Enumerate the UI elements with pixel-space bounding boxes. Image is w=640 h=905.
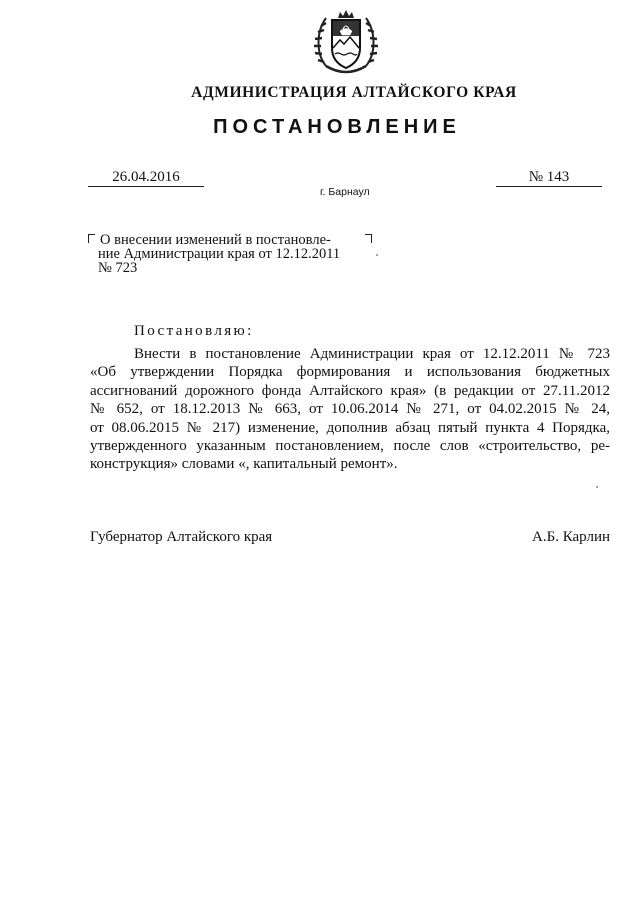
document-type-title: ПОСТАНОВЛЕНИЕ — [213, 116, 461, 138]
body-line: «Об утверждении Порядка формирования и использования бюджетных — [90, 364, 610, 381]
body-line: утвержденного указанным постановлением, после слов «строительство, ре- — [90, 438, 610, 455]
resolve-word: Постановляю: — [134, 323, 254, 339]
body-line: от 08.06.2015 № 217) изменение, дополнив абзац пятый пункта 4 Порядка, — [90, 419, 610, 436]
document-body — [90, 345, 610, 474]
scan-speck — [376, 254, 378, 256]
body-line: № 652, от 18.12.2013 № 663, от 10.06.2014 № 271, от 04.02.2015 № 24, — [90, 401, 610, 418]
body-line: Внести в постановление Администрации края от 12.12.2011 № 723 — [134, 346, 610, 362]
subject-line-2: ние Администрации края от 12.12.2011 — [98, 246, 341, 262]
document-date: 26.04.2016 — [88, 168, 204, 187]
subject-line-3: № 723 — [98, 260, 138, 276]
coat-of-arms-icon — [312, 4, 380, 80]
organization-name: АДМИНИСТРАЦИЯ АЛТАЙСКОГО КРАЯ — [191, 84, 517, 101]
body-line: конструкция» словами «, капитальный ремонт». — [90, 456, 398, 473]
signer-title: Губернатор Алтайского края — [90, 529, 273, 545]
document-subject — [90, 233, 380, 275]
subject-line-1: О внесении изменений в постановле- — [100, 232, 331, 248]
scan-speck — [596, 486, 598, 488]
body-line: ассигнований дорожного фонда Алтайского края» (в редакции от 27.11.2012 — [90, 382, 610, 399]
document-number: № 143 — [496, 168, 602, 187]
document-city: г. Барнаул — [320, 186, 370, 198]
signer-name: А.Б. Карлин — [532, 529, 611, 545]
